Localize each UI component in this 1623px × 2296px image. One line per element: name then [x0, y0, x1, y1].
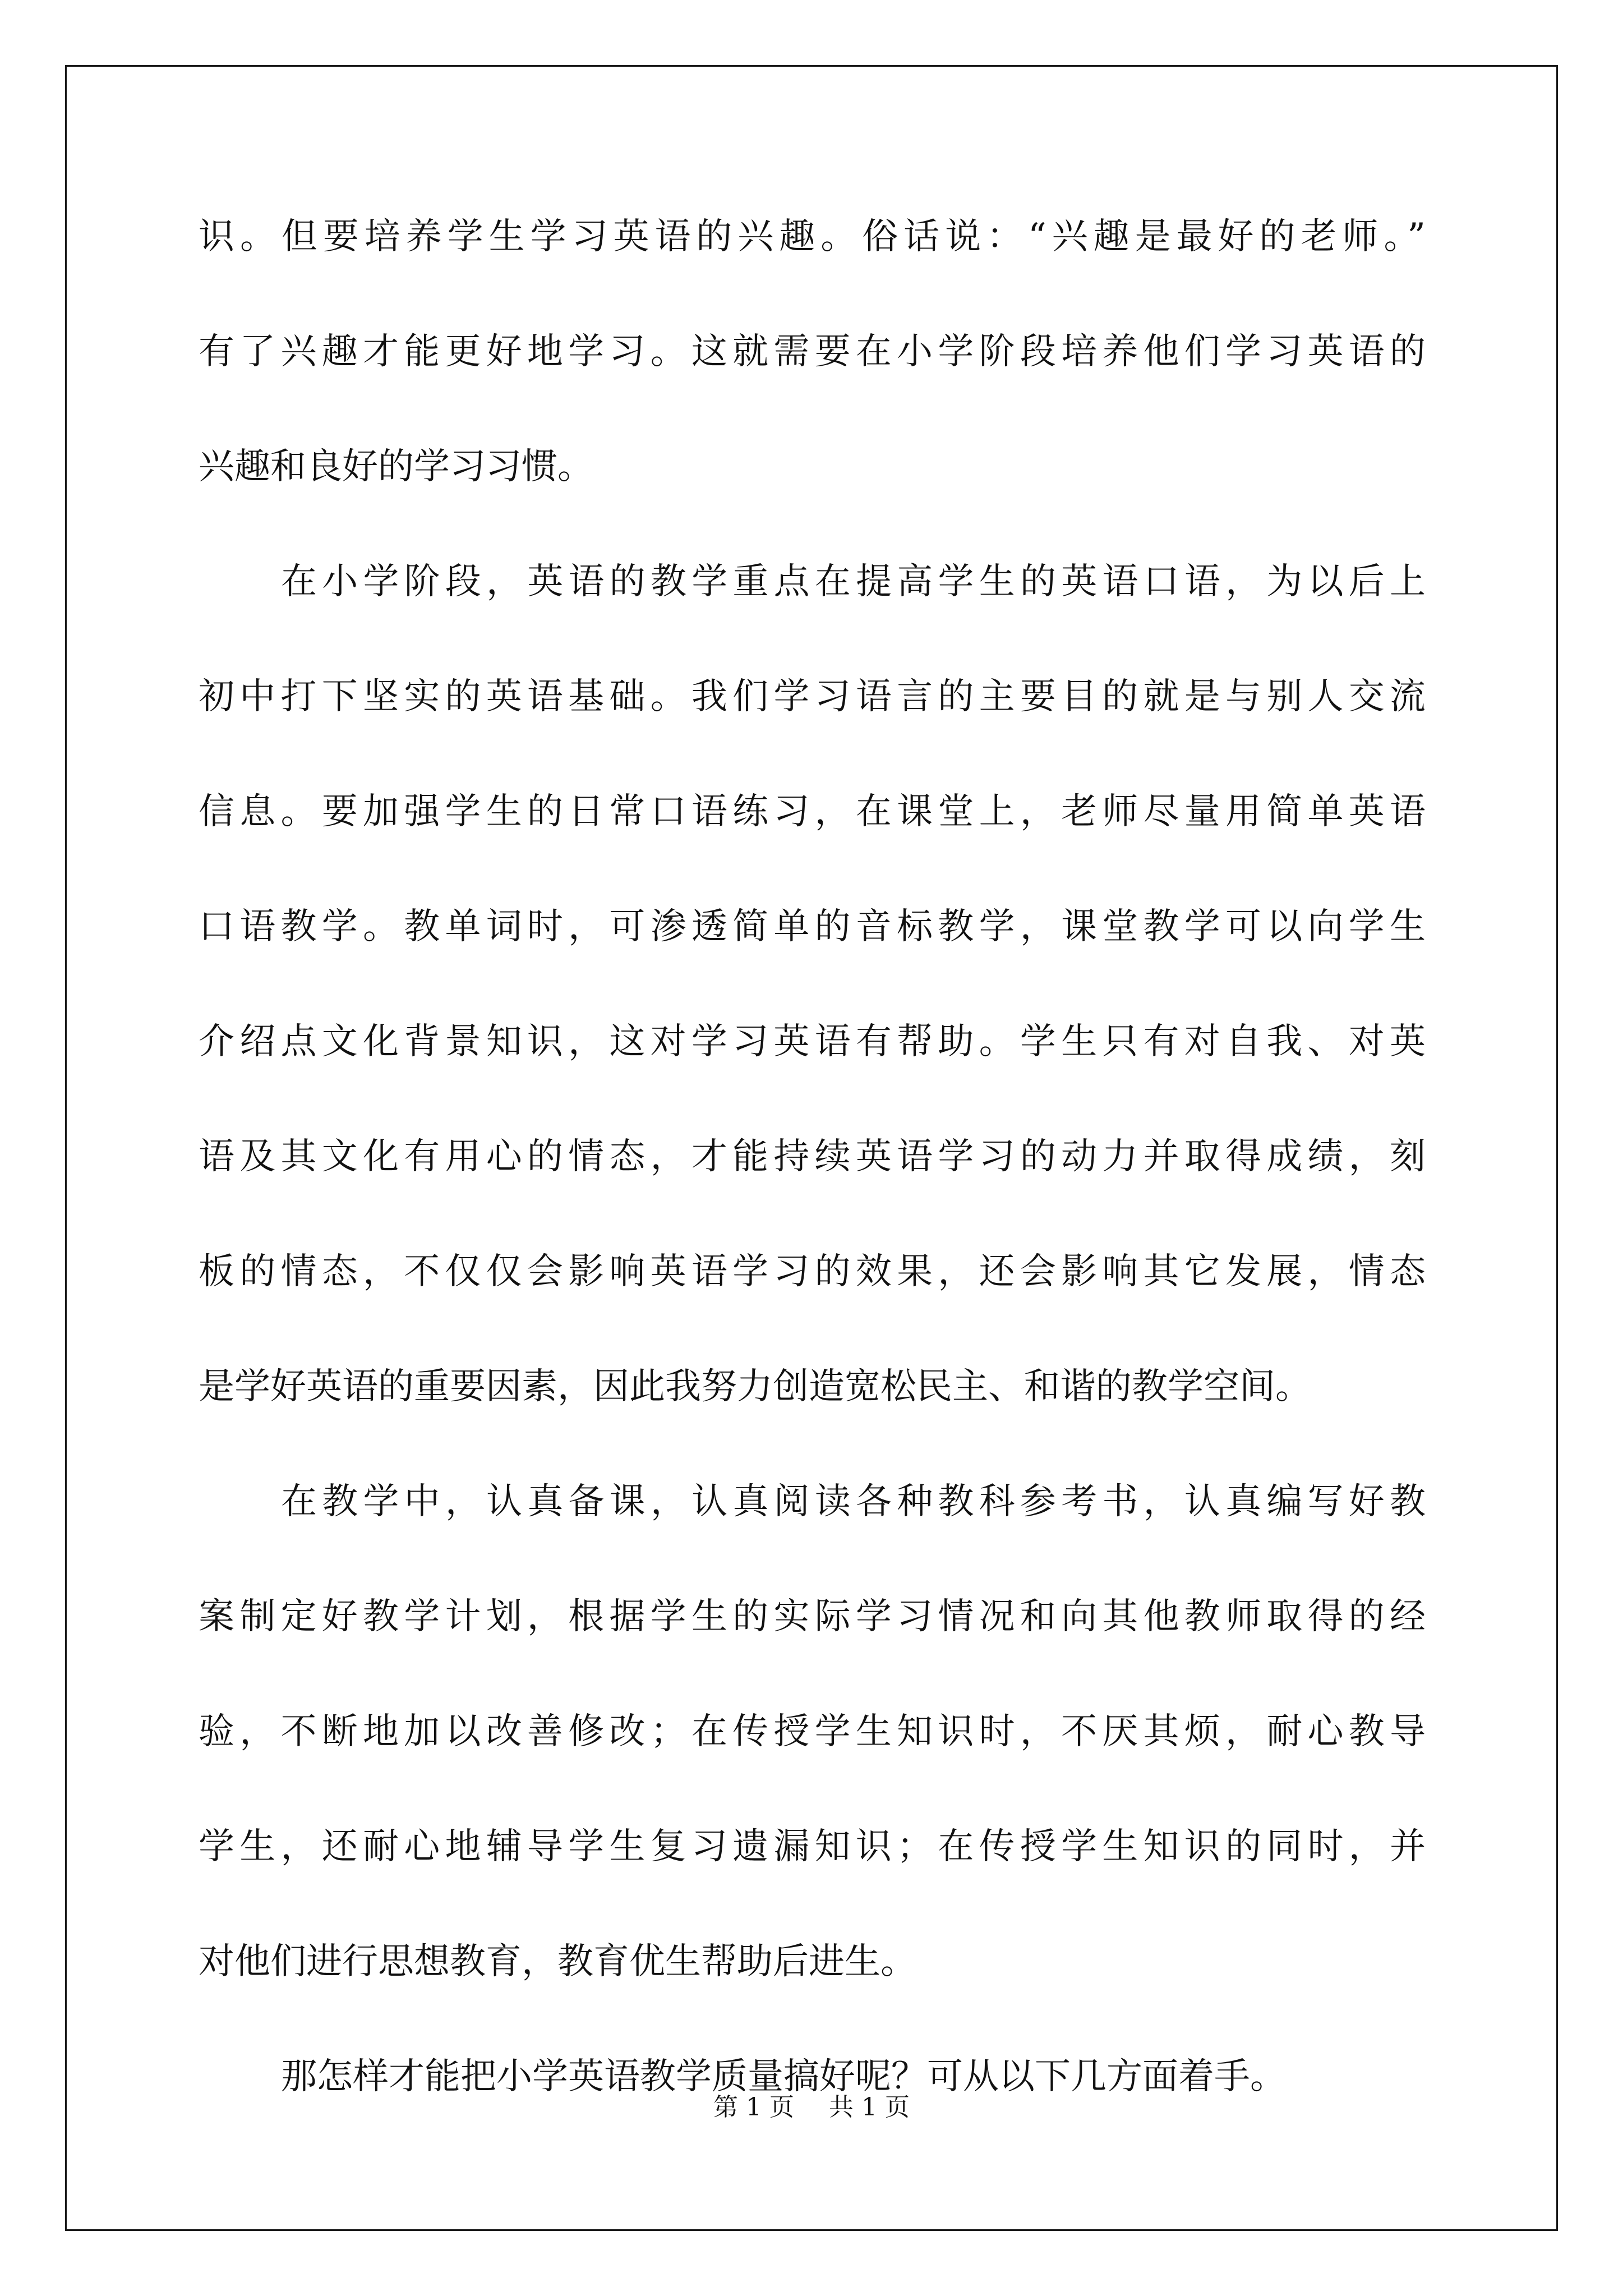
- paragraph-3-line-1: 在教学中，认真备课，认真阅读各种教科参考书，认真编写好教: [281, 1481, 1426, 1522]
- paragraph-2-line-6: 语及其文化有用心的情态，才能持续英语学习的动力并取得成绩，刻: [199, 1136, 1426, 1177]
- paragraph-1-line-2: 有了兴趣才能更好地学习。这就需要在小学阶段培养他们学习英语的: [199, 331, 1426, 372]
- paragraph-3-line-4: 学生，还耐心地辅导学生复习遗漏知识；在传授学生知识的同时，并: [199, 1826, 1426, 1867]
- paragraph-2-line-2: 初中打下坚实的英语基础。我们学习语言的主要目的就是与别人交流: [199, 676, 1426, 717]
- paragraph-1-line-3: 兴趣和良好的学习习惯。: [199, 446, 593, 487]
- page-number: 第 1 页: [713, 2093, 794, 2122]
- paragraph-3-line-5: 对他们进行思想教育，教育优生帮助后进生。: [199, 1941, 916, 1982]
- paragraph-3-line-2: 案制定好教学计划，根据学生的实际学习情况和向其他教师取得的经: [199, 1596, 1426, 1637]
- document-body: [199, 180, 1426, 2134]
- paragraph-2-line-3: 信息。要加强学生的日常口语练习，在课堂上，老师尽量用简单英语: [199, 791, 1426, 832]
- page-total: 共 1 页: [829, 2093, 910, 2122]
- paragraph-2-line-8: 是学好英语的重要因素，因此我努力创造宽松民主、和谐的教学空间。: [199, 1366, 1311, 1407]
- paragraph-3-line-3: 验，不断地加以改善修改；在传授学生知识时，不厌其烦，耐心教导: [199, 1711, 1426, 1752]
- paragraph-1-line-1: 识。但要培养学生学习英语的兴趣。俗话说：“兴趣是最好的老师。”: [199, 216, 1426, 257]
- paragraph-2-line-7: 板的情态，不仅仅会影响英语学习的效果，还会影响其它发展，情态: [199, 1251, 1426, 1292]
- paragraph-2-line-1: 在小学阶段，英语的教学重点在提高学生的英语口语，为以后上: [281, 561, 1426, 602]
- paragraph-4-line-1: 那怎样才能把小学英语教学质量搞好呢？可从以下几方面着手。: [281, 2056, 1286, 2097]
- paragraph-2-line-4: 口语教学。教单词时，可渗透简单的音标教学，课堂教学可以向学生: [199, 906, 1426, 947]
- page-footer: [0, 2087, 1623, 2123]
- paragraph-2-line-5: 介绍点文化背景知识，这对学习英语有帮助。学生只有对自我、对英: [199, 1021, 1426, 1062]
